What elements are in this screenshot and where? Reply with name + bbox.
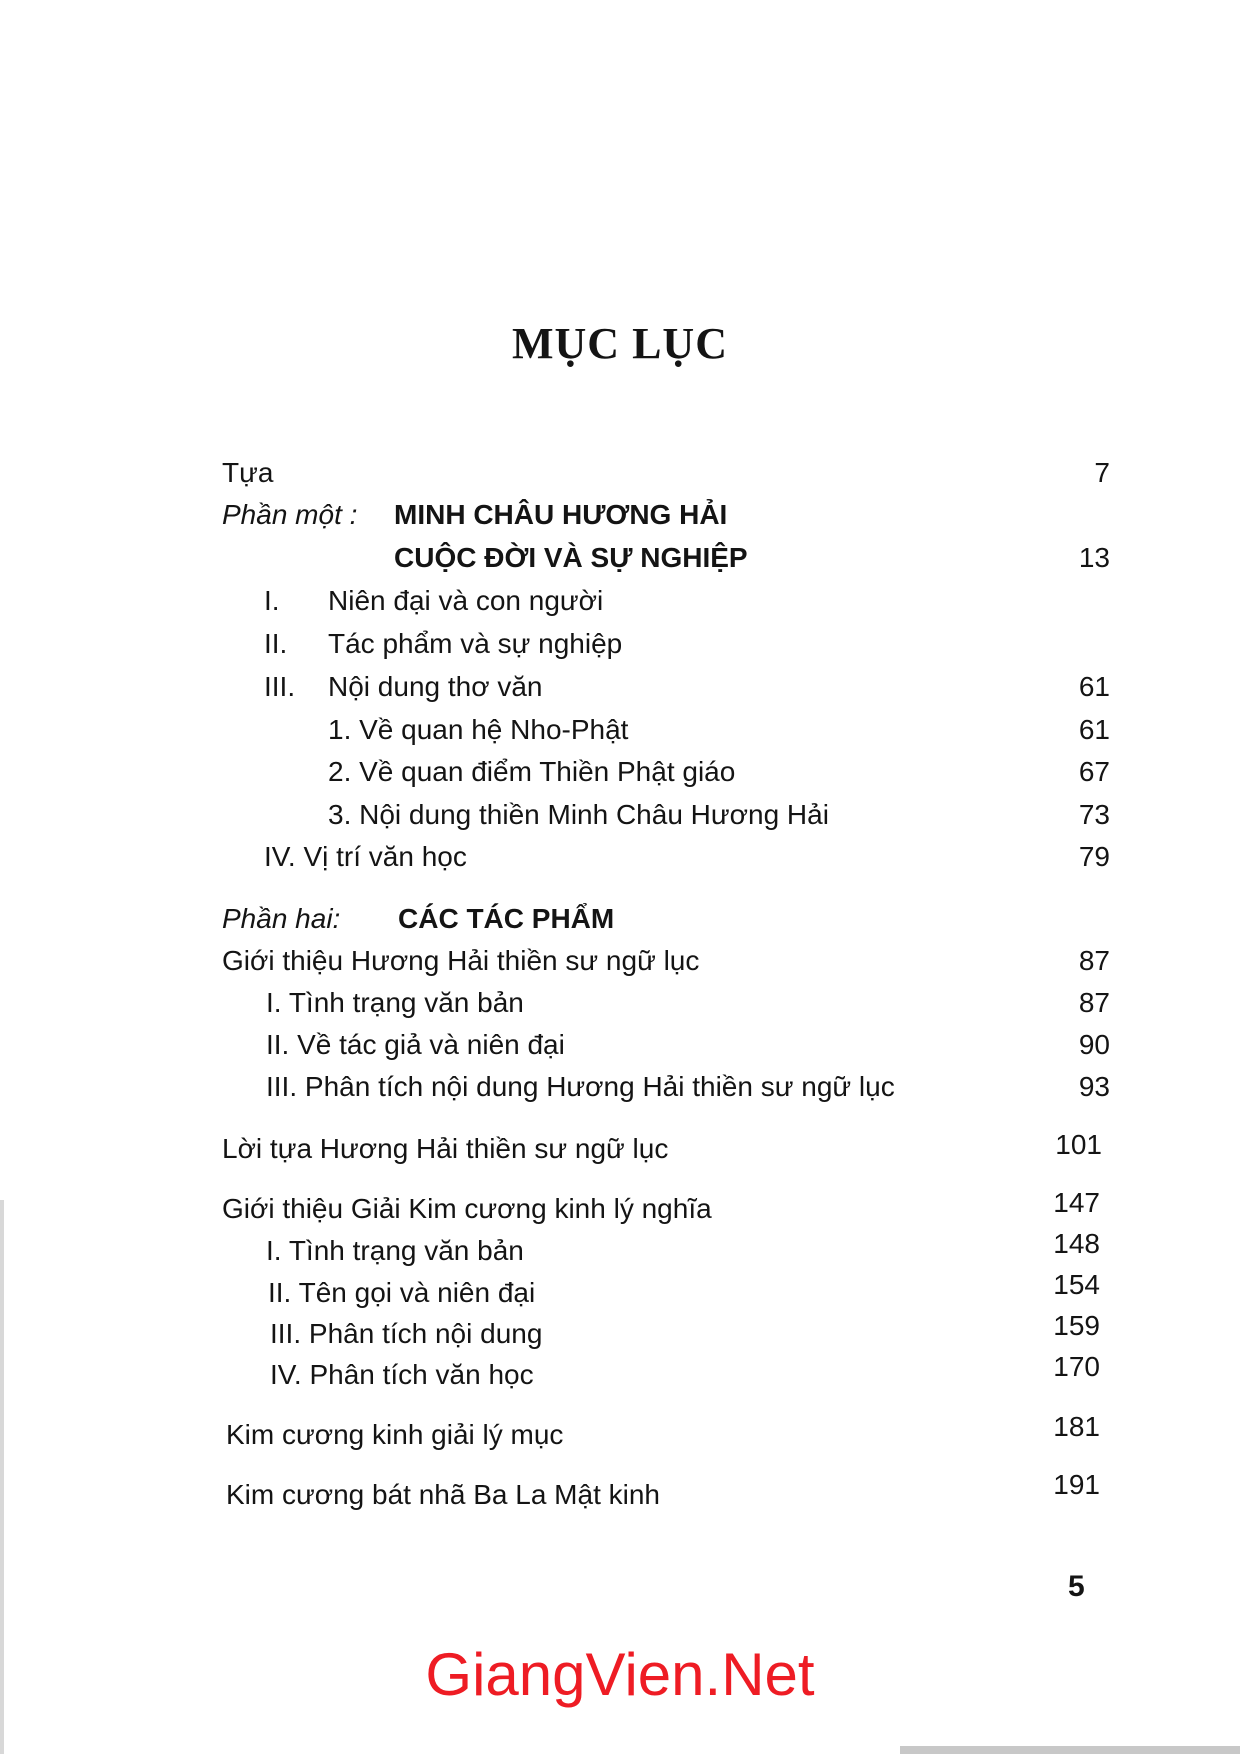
toc-entry-page: 7 [1094, 457, 1110, 488]
toc-entry-page: 181 [1053, 1411, 1100, 1442]
toc-entry-label: Nội dung thơ văn [328, 671, 543, 702]
toc-entry-page: 191 [1053, 1469, 1100, 1500]
toc-entry-page: 87 [1078, 987, 1110, 1018]
part-label: Phần một : [222, 499, 358, 530]
toc-entry-label: IV. Phân tích văn học [270, 1359, 534, 1390]
toc-entry-label: III. Phân tích nội dung Hương Hải thiền sư ngữ lục [266, 1071, 895, 1102]
toc-entry-label: Giới thiệu Giải Kim cương kinh lý nghĩa [222, 1193, 712, 1224]
toc-entry-label: Giới thiệu Hương Hải thiền sư ngữ lục [222, 945, 700, 976]
part-subtitle: CUỘC ĐỜI VÀ SỰ NGHIỆP [394, 542, 748, 573]
toc-entry-page: 13 [1078, 542, 1110, 573]
toc-entry-page: 101 [1055, 1129, 1102, 1160]
toc-entry-label: II. Về tác giả và niên đại [266, 1029, 565, 1060]
toc-entry-page: 170 [1053, 1351, 1100, 1382]
toc-entry-label: Kim cương kinh giải lý mục [226, 1419, 564, 1450]
toc-entry-page: 73 [1078, 799, 1110, 830]
toc-entry-label: I. Tình trạng văn bản [266, 1235, 524, 1266]
roman-numeral: II. [264, 628, 288, 659]
toc-entry-page: 154 [1053, 1269, 1100, 1300]
toc-entry-label: 3. Nội dung thiền Minh Châu Hương Hải [328, 799, 829, 830]
toc-entry-page: 147 [1053, 1187, 1100, 1218]
toc-entry-label: Lời tựa Hương Hải thiền sư ngữ lục [222, 1133, 669, 1164]
toc-entry-page: 67 [1078, 756, 1110, 787]
part-title: CÁC TÁC PHẨM [398, 903, 615, 934]
toc-entry-label: 1. Về quan hệ Nho-Phật [328, 714, 629, 745]
toc-entry-label: IV. Vị trí văn học [264, 841, 467, 872]
toc-entry-label: III. Phân tích nội dung [270, 1318, 543, 1349]
toc-entry-page: 159 [1053, 1310, 1100, 1341]
toc-entry-label: II. Tên gọi và niên đại [268, 1277, 536, 1308]
roman-numeral: I. [264, 585, 280, 616]
toc-entry-label: Niên đại và con người [328, 585, 604, 616]
part-label: Phần hai: [222, 903, 341, 934]
toc-entry-label: Tác phẩm và sự nghiệp [328, 628, 623, 659]
toc-entry-label: I. Tình trạng văn bản [266, 987, 524, 1018]
toc-entry-label: Tựa [222, 457, 274, 488]
toc-entry-page: 93 [1078, 1071, 1110, 1102]
toc-entry-page: 90 [1078, 1029, 1110, 1060]
part-title: MINH CHÂU HƯƠNG HẢI [394, 499, 728, 530]
page-number: 5 [1068, 1570, 1085, 1603]
toc-entry-page: 61 [1078, 714, 1110, 745]
toc-entry-page: 79 [1078, 841, 1110, 872]
toc-entry-page: 61 [1078, 671, 1110, 702]
toc-entry-page: 87 [1078, 945, 1110, 976]
roman-numeral: III. [264, 671, 296, 702]
toc-entry-label: Kim cương bát nhã Ba La Mật kinh [226, 1479, 660, 1510]
watermark-text: GiangVien.Net [425, 1641, 815, 1708]
toc-entry-page: 148 [1053, 1228, 1100, 1259]
toc-entry-label: 2. Về quan điểm Thiền Phật giáo [328, 756, 736, 787]
page-title: MỤC LỤC [512, 319, 728, 368]
